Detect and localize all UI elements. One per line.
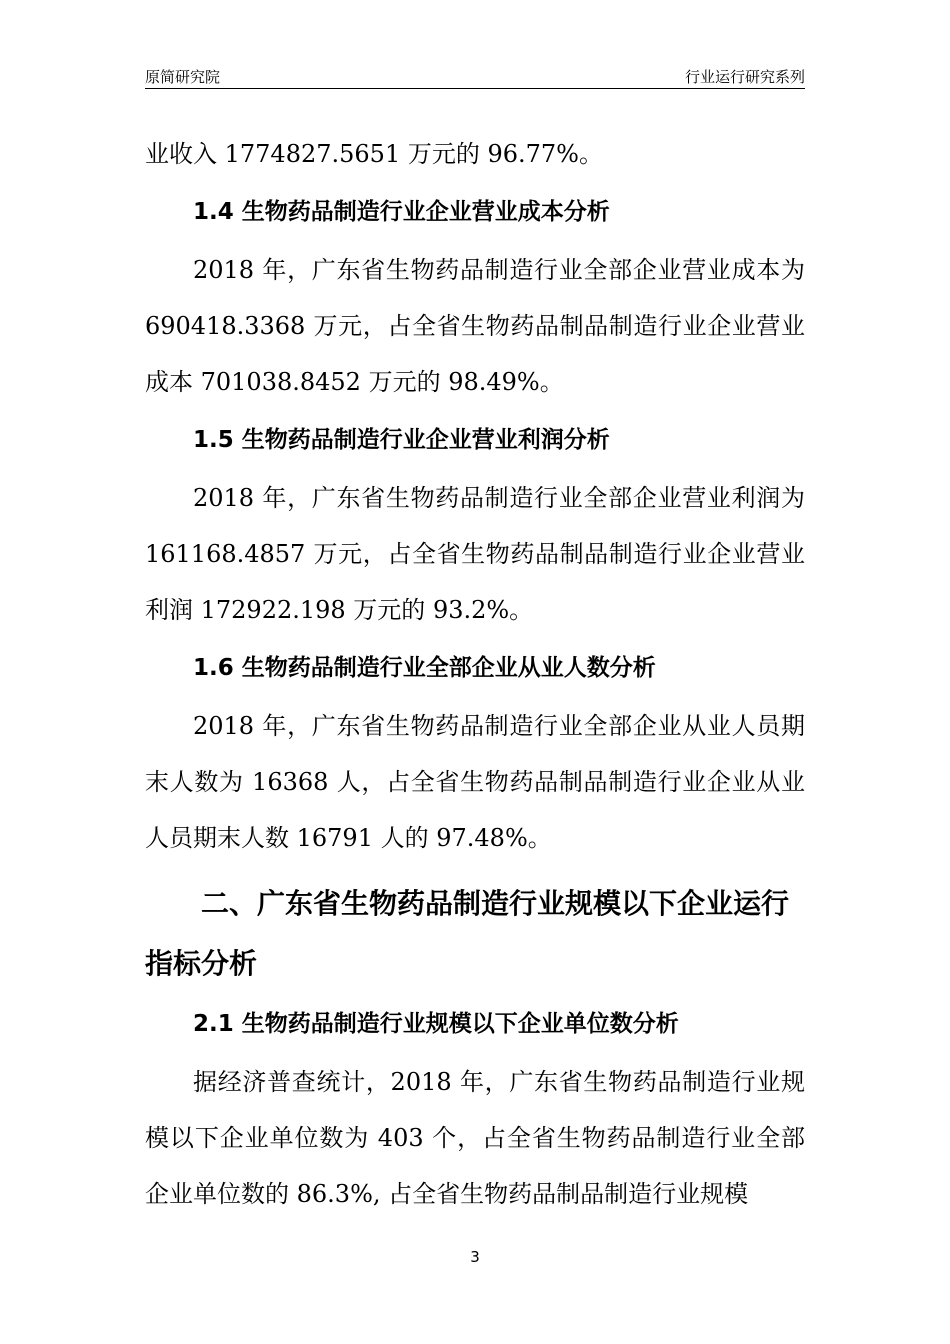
section-heading-1-4: 1.4 生物药品制造行业企业营业成本分析 <box>193 199 610 225</box>
paragraph-employees: 2018 年，广东省生物药品制造行业全部企业从业人员期末人数为 16368 人，占全省生物药品制品制造行业企业从业人员期末人数 16791 人的 97.48%。 <box>145 712 805 852</box>
page-number: 3 <box>470 1248 480 1266</box>
section-heading-1-6: 1.6 生物药品制造行业全部企业从业人数分析 <box>193 655 656 681</box>
header-series-title: 行业运行研究系列 <box>684 68 805 86</box>
paragraph-continued: 业收入 1774827.5651 万元的 96.77%。 <box>145 140 603 168</box>
section-heading-2-1: 2.1 生物药品制造行业规模以下企业单位数分析 <box>193 1011 679 1037</box>
document-body <box>145 126 805 1222</box>
paragraph-enterprise-count: 据经济普查统计，2018 年，广东省生物药品制造行业规模以下企业单位数为 403 个，占全省生物药品制造行业全部企业单位数的 86.3%, 占全省生物药品制品制造行业规模 <box>145 1068 805 1208</box>
header-org-name: 原简研究院 <box>145 68 221 86</box>
chapter-heading-2: 二、广东省生物药品制造行业规模以下企业运行指标分析 <box>145 887 790 980</box>
paragraph-operating-profit: 2018 年，广东省生物药品制造行业全部企业营业利润为 161168.4857 万元，占全省生物药品制品制造行业企业营业利润 172922.198 万元的 93.2%。 <box>145 484 805 624</box>
paragraph-operating-cost: 2018 年，广东省生物药品制造行业全部企业营业成本为 690418.3368 万元，占全省生物药品制品制造行业企业营业成本 701038.8452 万元的 98.49%。 <box>145 256 805 396</box>
section-heading-1-5: 1.5 生物药品制造行业企业营业利润分析 <box>193 427 610 453</box>
page-header <box>145 62 805 89</box>
